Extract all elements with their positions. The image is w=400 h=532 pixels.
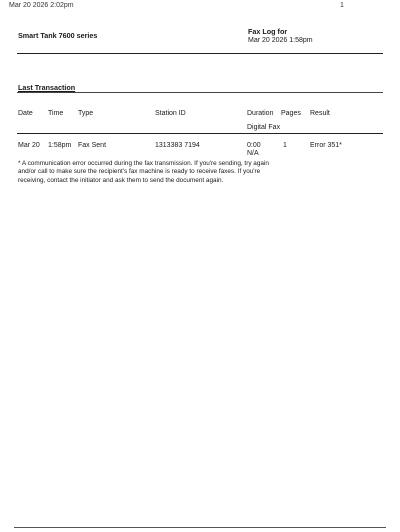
- row-station-id: 1313383 7194: [155, 142, 200, 149]
- column-header-pages: Pages: [281, 110, 301, 117]
- printer-model: Smart Tank 7600 series: [18, 31, 98, 40]
- row-duration: 0:00: [247, 142, 261, 149]
- table-header-divider: [17, 133, 383, 134]
- section-divider: [17, 92, 383, 93]
- digital-fax-label: Digital Fax: [247, 124, 281, 131]
- column-header-date: Date: [18, 110, 33, 117]
- row-result: Error 351*: [310, 142, 342, 149]
- column-header-duration: Duration: [247, 110, 274, 117]
- page-bottom-edge: [14, 527, 386, 528]
- fax-log-date: Mar 20 2026 1:58pm: [248, 37, 313, 44]
- page-number: 1: [340, 2, 344, 9]
- column-header-result: Result: [310, 110, 330, 117]
- print-timestamp: Mar 20 2026 2:02pm: [9, 2, 74, 9]
- header-divider: [17, 53, 383, 54]
- row-duration-extra: N/A: [247, 150, 259, 157]
- row-time: 1:58pm: [48, 142, 72, 149]
- fax-log-title: Fax Log for: [248, 27, 288, 36]
- row-date: Mar 20: [18, 142, 40, 149]
- column-header-type: Type: [78, 110, 94, 117]
- column-header-station-id: Station ID: [155, 110, 186, 117]
- row-pages: 1: [283, 142, 287, 149]
- column-header-time: Time: [48, 110, 64, 117]
- section-title: Last Transaction: [18, 83, 76, 92]
- row-type: Fax Sent: [78, 142, 107, 149]
- error-footnote: * A communication error occurred during the fax transmission. If you're sending, try again and/or call to make sure the recipient's fax machine is ready to receive faxes. If you're receiving, contact the initiator and ask them to send the document again.: [18, 160, 269, 184]
